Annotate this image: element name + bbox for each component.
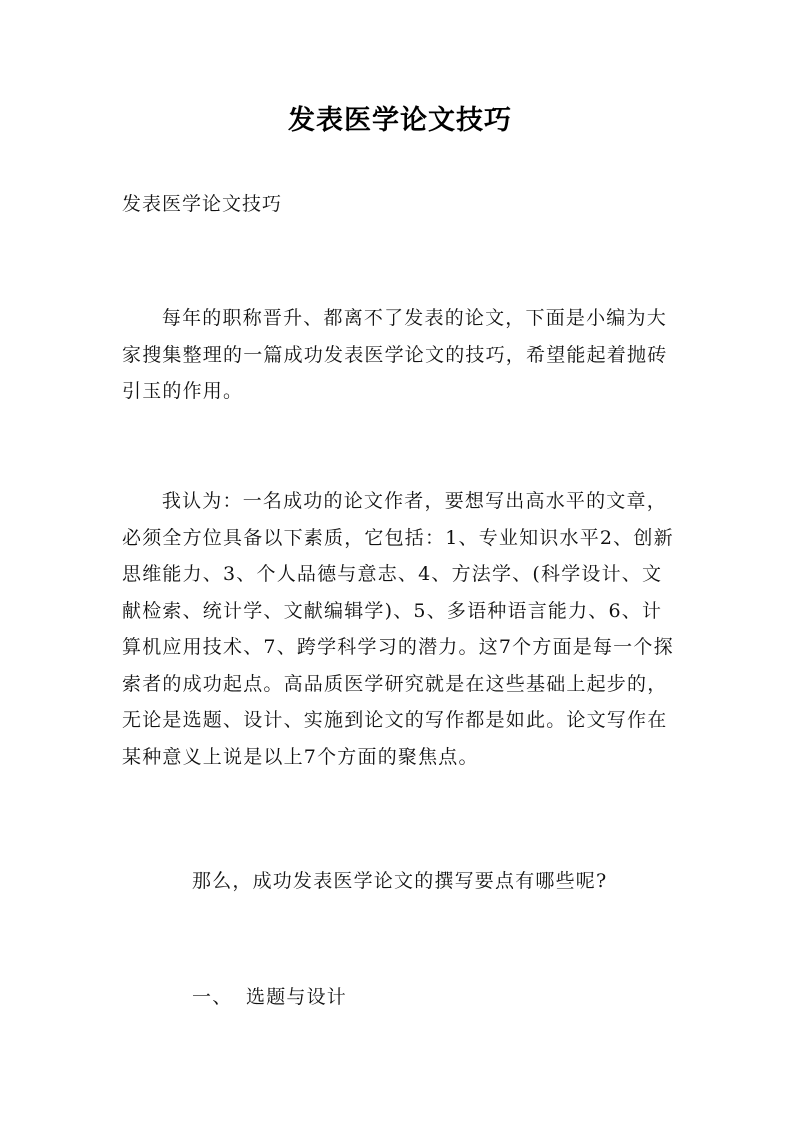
section-title: 选题与设计 <box>246 986 348 1008</box>
document-title: 发表医学论文技巧 <box>288 105 512 136</box>
document-subtitle: 发表医学论文技巧 <box>122 193 283 215</box>
section-number: 一、 <box>192 986 233 1008</box>
section-heading <box>192 982 347 1012</box>
question-line: 那么，成功发表医学论文的撰写要点有哪些呢? <box>192 870 608 892</box>
intro-paragraph: 每年的职称晋升、都离不了发表的论文，下面是小编为大家搜集整理的一篇成功发表医学论文的技巧，希望能起着抛砖引玉的作用。 <box>122 307 668 402</box>
qualities-paragraph: 我认为：一名成功的论文作者，要想写出高水平的文章，必须全方位具备以下素质，它包括：1、专业知识水平2、创新思维能力、3、个人品德与意志、4、方法学、(科学设计、文献检索、统计学、文献编辑学)、5、多语种语言能力、6、计算机应用技术、7、跨学科学习的潜力。这7个方面是每一个探索者的成功起点。高品质医学研究就是在这些基础上起步的，无论是选题、设计、实施到论文的写作都是如此。论文写作在某种意义上说是以上7个方面的聚焦点。 <box>122 490 674 768</box>
